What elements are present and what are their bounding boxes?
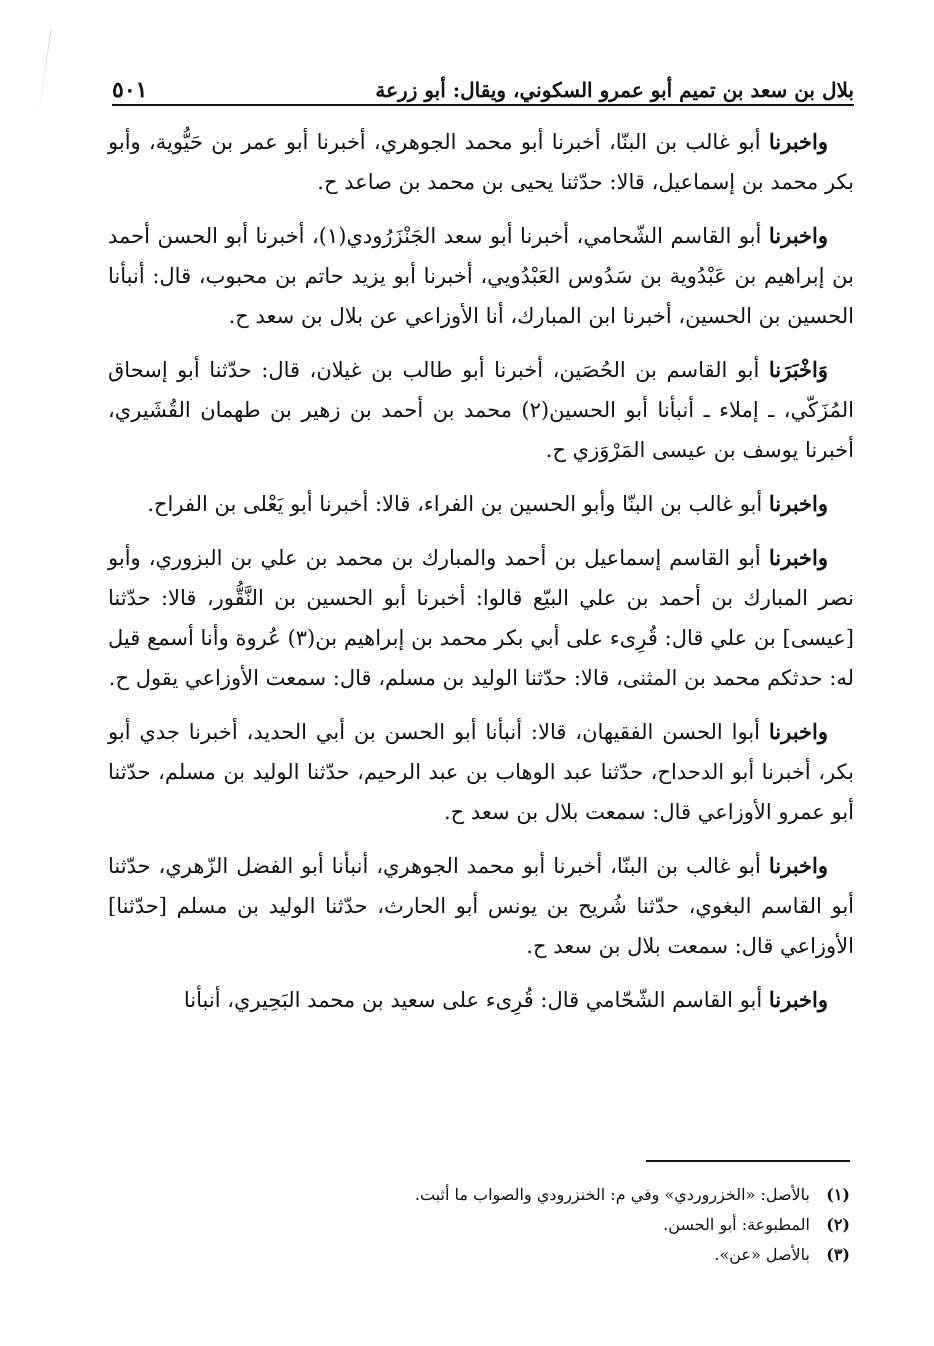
paragraph-lead: واخبرنا xyxy=(768,491,828,516)
paragraph-lead: واخبرنا xyxy=(768,129,828,154)
paragraph-lead: واخبرنا xyxy=(768,719,828,744)
footnote-text: المطبوعة: أبو الحسن. xyxy=(663,1215,810,1234)
footnotes xyxy=(108,1180,850,1270)
footnote xyxy=(108,1240,850,1270)
paragraph-text: أبو القاسم الشّحّامي قال: قُرِىء على سعيد بن محمد البَحِيري، أنبأنا xyxy=(183,988,769,1012)
paragraph xyxy=(108,538,854,698)
paragraph-lead: واخبرنا xyxy=(768,223,828,248)
paragraph-text: أبو غالب بن البنّا وأبو الحسين بن الفراء، قالا: أخبرنا أبو يَعْلى بن الفراح. xyxy=(147,492,769,516)
paragraph-text: أبو القاسم إسماعيل بن أحمد والمبارك بن محمد بن علي بن البزوري، وأبو نصر المبارك بن أحمد بن علي البيّع قالوا: أخبرنا أبو الحسين بن النَّقُّور، قالا: حدّثنا [عيسى] بن علي قال: قُرِىء على أبي بكر محمد بن إبراهيم بن(٣) عُروة وأنا أسمع قيل له: حدثكم محمد بن المثنى، قالا: حدّثنا الوليد بن مسلم، قال: سمعت الأوزاعي يقول ح. xyxy=(108,546,854,690)
footnote xyxy=(108,1180,850,1210)
footnote-text: بالأصل: «الخزروردي» وفي م: الخنزرودي والصواب ما أثبت. xyxy=(414,1185,810,1204)
footnote-number: (٣) xyxy=(826,1245,850,1264)
paragraph-lead: واخبرنا xyxy=(768,987,828,1012)
paragraph xyxy=(108,712,854,832)
paragraph xyxy=(108,216,854,336)
paragraph xyxy=(108,350,854,470)
paragraph xyxy=(108,122,854,202)
scan-artifact xyxy=(38,30,52,119)
paragraph-lead: واخبرنا xyxy=(768,545,828,570)
paragraph xyxy=(108,846,854,966)
footnote-text: بالأصل «عن». xyxy=(714,1245,810,1264)
paragraph-lead: وَاخْبَرَنا xyxy=(768,357,828,382)
footnote-rule xyxy=(646,1160,850,1162)
paragraph-lead: واخبرنا xyxy=(768,853,828,878)
page-header xyxy=(112,66,854,102)
paragraph xyxy=(108,484,854,524)
footnote xyxy=(108,1210,850,1240)
footnote-number: (١) xyxy=(826,1185,850,1204)
paragraph-text: أبو القاسم بن الحُصَين، أخبرنا أبو طالب بن غيلان، قال: حدّثنا أبو إسحاق المُزَكّي، ـ إملاء ـ أنبأنا أبو الحسين(٢) محمد بن أحمد بن زهير بن طهمان القُشَيري، أخبرنا يوسف بن عيسى المَرْوَزي ح. xyxy=(108,358,854,462)
running-title: بلال بن سعد بن تميم أبو عمرو السكوني، ويقال: أبو زرعة xyxy=(375,78,854,102)
paragraph xyxy=(108,980,854,1020)
paragraph-text: أبو غالب بن البنّا، أخبرنا أبو محمد الجوهري، أخبرنا أبو عمر بن حَيُّوية، وأبو بكر محمد بن إسماعيل، قالا: حدّثنا يحيى بن محمد بن صاعد ح. xyxy=(108,130,854,194)
page-number: ٥٠١ xyxy=(112,77,148,103)
footnote-number: (٢) xyxy=(826,1215,850,1234)
paragraph-text: أبو غالب بن البنّا، أخبرنا أبو محمد الجوهري، أنبأنا أبو الفضل الزّهري، حدّثنا أبو القاسم البغوي، حدّثنا شُريح بن يونس أبو الحارث، حدّثنا الوليد بن مسلم [حدّثنا] الأوزاعي قال: سمعت بلال بن سعد ح. xyxy=(108,854,854,958)
paragraph-text: أبو القاسم الشّحامي، أخبرنا أبو سعد الجَنْزَرُودي(١)، أخبرنا أبو الحسن أحمد بن إبراهيم بن عَبْدُوية بن سَدُوس العَبْدُويي، أخبرنا أبو يزيد حاتم بن محبوب، قال: أنبأنا الحسين بن الحسين، أخبرنا ابن المبارك، أنا الأوزاعي عن بلال بن سعد ح. xyxy=(108,224,854,328)
paragraph-text: أبوا الحسن الفقيهان، قالا: أنبأنا أبو الحسن بن أبي الحديد، أخبرنا جدي أبو بكر، أخبرنا أبو الدحداح، حدّثنا عبد الوهاب بن عبد الرحيم، حدّثنا الوليد بن مسلم، حدّثنا أبو عمرو الأوزاعي قال: سمعت بلال بن سعد ح. xyxy=(108,720,854,824)
header-rule xyxy=(112,104,854,106)
main-text xyxy=(108,122,854,1034)
